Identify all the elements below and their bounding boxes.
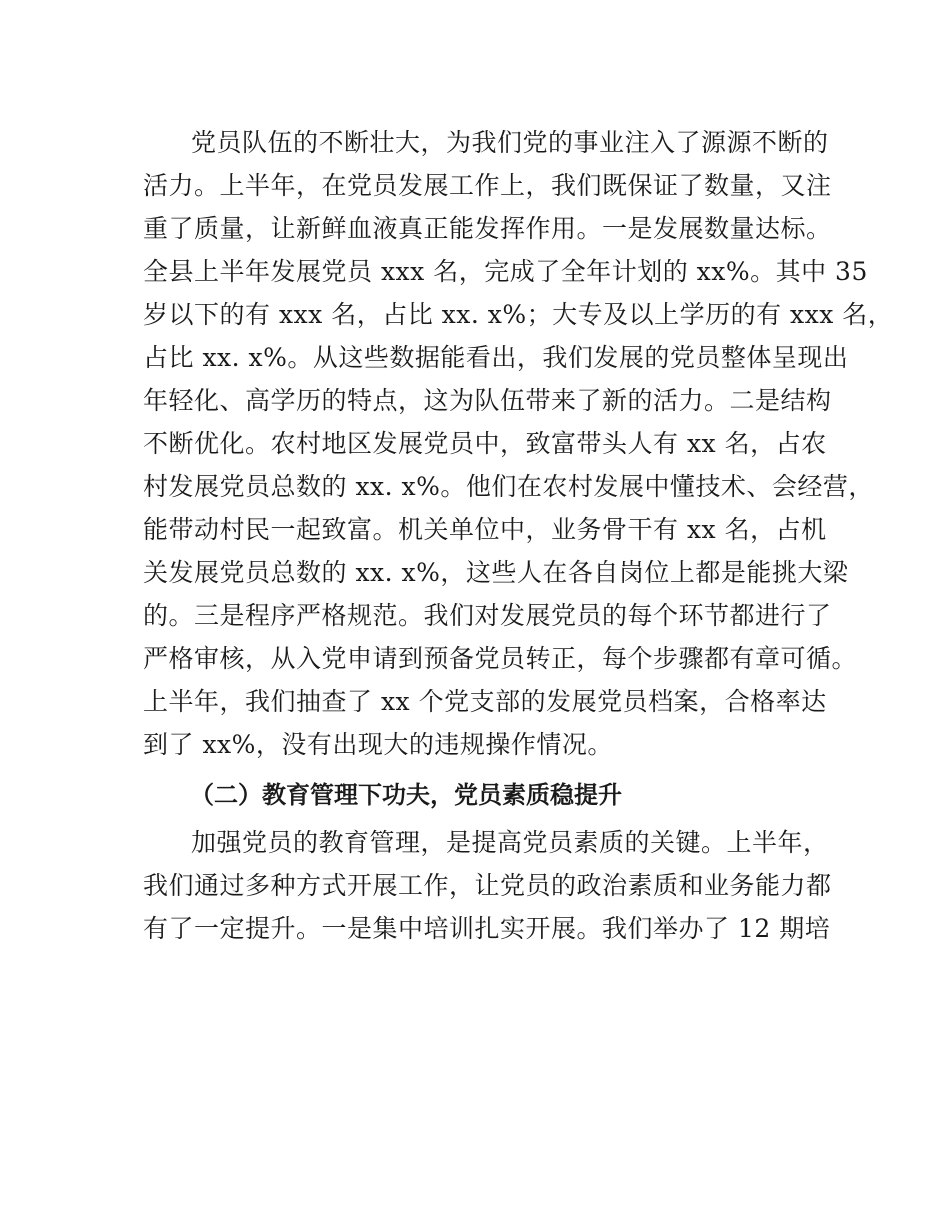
paragraph-1-line-2: 活力。上半年，在党员发展工作上，我们既保证了数量，又注 xyxy=(143,171,832,200)
paragraph-1-line-13: 严格审核，从入党申请到预备党员转正，每个步骤都有章可循。 xyxy=(143,644,858,673)
paragraph-1-line-11: 关发展党员总数的 xx. x%，这些人在各自岗位上都是能挑大梁 xyxy=(143,558,849,587)
paragraph-1-line-14: 上半年，我们抽查了 xx 个党支部的发展党员档案，合格率达 xyxy=(143,687,827,716)
paragraph-2-line-3: 有了一定提升。一是集中培训扎实开展。我们举办了 12 期培 xyxy=(143,914,831,943)
paragraph-1-line-15: 到了 xx%，没有出现大的违规操作情况。 xyxy=(143,730,613,759)
paragraph-1-line-5: 岁以下的有 xxx 名，占比 xx. x%；大专及以上学历的有 xxx 名， xyxy=(143,300,894,329)
paragraph-1-line-10: 能带动村民一起致富。机关单位中，业务骨干有 xx 名，占机 xyxy=(143,515,827,544)
paragraph-1-line-7: 年轻化、高学历的特点，这为队伍带来了新的活力。二是结构 xyxy=(143,386,832,415)
section-heading: （二）教育管理下功夫，党员素质稳提升 xyxy=(190,781,622,809)
paragraph-2-line-1: 加强党员的教育管理，是提高党员素质的关键。上半年， xyxy=(191,828,829,857)
paragraph-1-line-12: 的。三是程序严格规范。我们对发展党员的每个环节都进行了 xyxy=(143,601,832,630)
paragraph-1-line-3: 重了质量，让新鲜血液真正能发挥作用。一是发展数量达标。 xyxy=(143,214,832,243)
paragraph-2-line-2: 我们通过多种方式开展工作，让党员的政治素质和业务能力都 xyxy=(143,871,832,900)
paragraph-1-line-9: 村发展党员总数的 xx. x%。他们在农村发展中懂技术、会经营， xyxy=(143,472,874,501)
paragraph-1-line-6: 占比 xx. x%。从这些数据能看出，我们发展的党员整体呈现出 xyxy=(143,343,849,372)
paragraph-1-line-8: 不断优化。农村地区发展党员中，致富带头人有 xx 名，占农 xyxy=(143,429,827,458)
paragraph-1-line-4: 全县上半年发展党员 xxx 名，完成了全年计划的 xx%。其中 35 xyxy=(143,257,868,286)
paragraph-1-line-1: 党员队伍的不断壮大，为我们党的事业注入了源源不断的 xyxy=(191,128,829,157)
